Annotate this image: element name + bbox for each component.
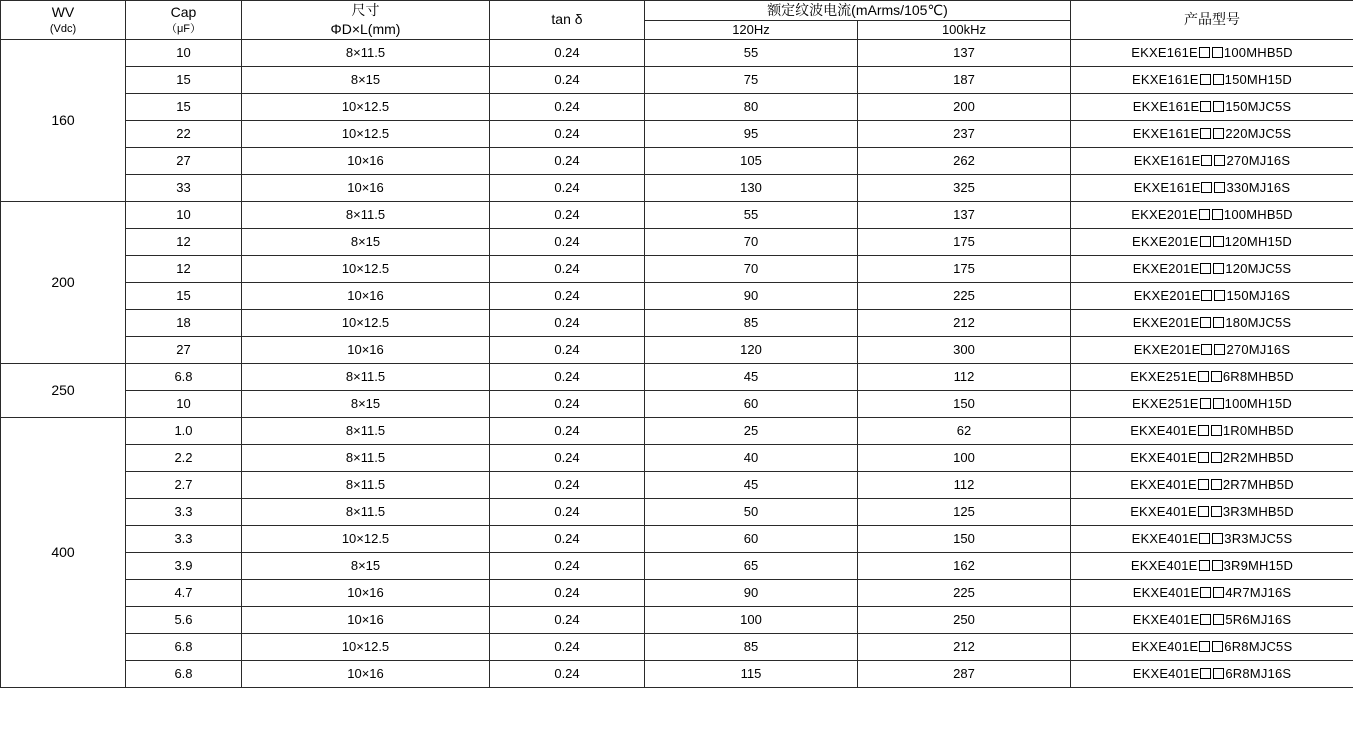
capacitance-cell: 10 (126, 201, 242, 228)
ripple-120hz-cell: 40 (645, 444, 858, 471)
placeholder-box-icon (1211, 479, 1222, 490)
placeholder-box-icon (1211, 371, 1222, 382)
capacitance-cell: 6.8 (126, 363, 242, 390)
size-cell: 10×16 (242, 147, 490, 174)
part-number-prefix: EKXE201E (1131, 207, 1198, 222)
tan-delta-cell: 0.24 (490, 309, 645, 336)
tan-delta-cell: 0.24 (490, 660, 645, 687)
capacitance-cell: 3.3 (126, 498, 242, 525)
placeholder-box-icon (1201, 290, 1212, 301)
tan-delta-cell: 0.24 (490, 525, 645, 552)
capacitance-cell: 3.9 (126, 552, 242, 579)
part-number-prefix: EKXE201E (1131, 234, 1199, 249)
ripple-100khz-cell: 200 (858, 93, 1071, 120)
ripple-120hz-cell: 95 (645, 120, 858, 147)
part-number-prefix: EKXE161E (1131, 72, 1199, 87)
placeholder-box-icon (1200, 587, 1211, 598)
ripple-100khz-cell: 62 (858, 417, 1071, 444)
ripple-120hz-cell: 55 (645, 39, 858, 66)
table-row (1, 498, 1353, 525)
header-tan-delta: tan δ (490, 1, 645, 40)
placeholder-box-icon (1200, 263, 1211, 274)
part-number-prefix: EKXE251E (1131, 396, 1199, 411)
size-cell: 10×16 (242, 579, 490, 606)
ripple-120hz-cell: 115 (645, 660, 858, 687)
header-size (242, 1, 490, 40)
part-number-suffix: 150MJ16S (1226, 288, 1291, 303)
part-number-cell (1071, 39, 1353, 66)
part-number-prefix: EKXE401E (1130, 450, 1197, 465)
placeholder-box-icon (1200, 317, 1211, 328)
placeholder-box-icon (1213, 101, 1224, 112)
placeholder-box-icon (1201, 344, 1212, 355)
header-cap (126, 1, 242, 40)
part-number-cell (1071, 201, 1353, 228)
placeholder-box-icon (1213, 263, 1224, 274)
table-row (1, 174, 1353, 201)
part-number-cell (1071, 525, 1353, 552)
placeholder-box-icon (1212, 47, 1223, 58)
capacitance-cell: 33 (126, 174, 242, 201)
placeholder-box-icon (1201, 155, 1212, 166)
header-size-label: 尺寸 (351, 2, 380, 18)
placeholder-box-icon (1212, 533, 1223, 544)
part-number-cell (1071, 93, 1353, 120)
tan-delta-cell: 0.24 (490, 228, 645, 255)
capacitance-cell: 3.3 (126, 525, 242, 552)
placeholder-box-icon (1198, 479, 1209, 490)
size-cell: 8×15 (242, 228, 490, 255)
part-number-suffix: 6R8MJ16S (1225, 666, 1292, 681)
part-number-cell (1071, 633, 1353, 660)
part-number-suffix: 5R6MJ16S (1225, 612, 1292, 627)
ripple-100khz-cell: 150 (858, 390, 1071, 417)
size-cell: 8×11.5 (242, 444, 490, 471)
part-number-prefix: EKXE401E (1131, 531, 1199, 546)
part-number-cell (1071, 282, 1353, 309)
part-number-prefix: EKXE161E (1132, 99, 1200, 114)
capacitance-cell: 4.7 (126, 579, 242, 606)
part-number-cell (1071, 147, 1353, 174)
part-number-suffix: 6R8MJC5S (1224, 639, 1293, 654)
placeholder-box-icon (1199, 47, 1210, 58)
part-number-suffix: 270MJ16S (1226, 342, 1291, 357)
header-cap-unit: （μF） (165, 22, 202, 35)
part-number-prefix: EKXE161E (1133, 180, 1201, 195)
capacitance-cell: 15 (126, 66, 242, 93)
placeholder-box-icon (1198, 506, 1209, 517)
tan-delta-cell: 0.24 (490, 363, 645, 390)
placeholder-box-icon (1199, 209, 1210, 220)
part-number-suffix: 100MHB5D (1223, 207, 1293, 222)
part-number-suffix: 220MJC5S (1225, 126, 1292, 141)
table-row (1, 93, 1353, 120)
part-number-suffix: 2R7MHB5D (1222, 477, 1294, 492)
size-cell: 10×16 (242, 336, 490, 363)
header-wv-unit: (Vdc) (49, 22, 77, 35)
part-number-suffix: 100MHB5D (1223, 45, 1293, 60)
placeholder-box-icon (1198, 425, 1209, 436)
size-cell: 10×12.5 (242, 120, 490, 147)
part-number-cell (1071, 228, 1353, 255)
placeholder-box-icon (1200, 668, 1211, 679)
voltage-group-cell: 200 (1, 201, 126, 363)
tan-delta-cell: 0.24 (490, 498, 645, 525)
header-cap-label: Cap (170, 4, 197, 21)
table-row (1, 552, 1353, 579)
header-wv (1, 1, 126, 40)
table-row (1, 633, 1353, 660)
ripple-100khz-cell: 112 (858, 471, 1071, 498)
part-number-prefix: EKXE401E (1132, 612, 1200, 627)
size-cell: 8×11.5 (242, 471, 490, 498)
table-row (1, 660, 1353, 687)
ripple-120hz-cell: 45 (645, 471, 858, 498)
table-row (1, 282, 1353, 309)
size-cell: 10×12.5 (242, 255, 490, 282)
capacitance-cell: 22 (126, 120, 242, 147)
ripple-100khz-cell: 175 (858, 255, 1071, 282)
ripple-100khz-cell: 137 (858, 39, 1071, 66)
table-row (1, 309, 1353, 336)
ripple-100khz-cell: 325 (858, 174, 1071, 201)
size-cell: 8×11.5 (242, 417, 490, 444)
table-row (1, 228, 1353, 255)
part-number-prefix: EKXE161E (1132, 126, 1200, 141)
part-number-cell (1071, 606, 1353, 633)
ripple-100khz-cell: 250 (858, 606, 1071, 633)
tan-delta-cell: 0.24 (490, 336, 645, 363)
tan-delta-cell: 0.24 (490, 120, 645, 147)
tan-delta-cell: 0.24 (490, 606, 645, 633)
part-number-suffix: 150MH15D (1224, 72, 1292, 87)
ripple-100khz-cell: 212 (858, 633, 1071, 660)
placeholder-box-icon (1200, 101, 1211, 112)
ripple-120hz-cell: 55 (645, 201, 858, 228)
ripple-100khz-cell: 237 (858, 120, 1071, 147)
ripple-100khz-cell: 262 (858, 147, 1071, 174)
header-freq-100khz: 100kHz (858, 21, 1071, 40)
table-row (1, 147, 1353, 174)
size-cell: 10×12.5 (242, 633, 490, 660)
ripple-120hz-cell: 90 (645, 282, 858, 309)
size-cell: 8×15 (242, 390, 490, 417)
part-number-cell (1071, 390, 1353, 417)
ripple-100khz-cell: 112 (858, 363, 1071, 390)
table-header (1, 1, 1353, 40)
ripple-100khz-cell: 162 (858, 552, 1071, 579)
ripple-120hz-cell: 85 (645, 633, 858, 660)
ripple-100khz-cell: 150 (858, 525, 1071, 552)
part-number-cell (1071, 579, 1353, 606)
part-number-cell (1071, 120, 1353, 147)
part-number-prefix: EKXE401E (1130, 477, 1197, 492)
capacitance-cell: 2.7 (126, 471, 242, 498)
ripple-120hz-cell: 25 (645, 417, 858, 444)
tan-delta-cell: 0.24 (490, 417, 645, 444)
size-cell: 8×11.5 (242, 201, 490, 228)
header-ripple-current: 额定纹波电流(mArms/105℃) (645, 1, 1071, 21)
part-number-cell (1071, 363, 1353, 390)
ripple-100khz-cell: 300 (858, 336, 1071, 363)
placeholder-box-icon (1214, 290, 1225, 301)
capacitance-cell: 10 (126, 39, 242, 66)
part-number-cell (1071, 660, 1353, 687)
placeholder-box-icon (1211, 506, 1222, 517)
voltage-group-cell: 400 (1, 417, 126, 687)
placeholder-box-icon (1199, 641, 1210, 652)
ripple-100khz-cell: 225 (858, 579, 1071, 606)
capacitance-cell: 27 (126, 147, 242, 174)
placeholder-box-icon (1213, 128, 1224, 139)
ripple-120hz-cell: 65 (645, 552, 858, 579)
ripple-120hz-cell: 120 (645, 336, 858, 363)
part-number-suffix: 120MH15D (1224, 234, 1292, 249)
part-number-cell (1071, 309, 1353, 336)
size-cell: 10×12.5 (242, 93, 490, 120)
ripple-100khz-cell: 212 (858, 309, 1071, 336)
part-number-prefix: EKXE161E (1131, 45, 1198, 60)
placeholder-box-icon (1211, 425, 1222, 436)
placeholder-box-icon (1200, 74, 1211, 85)
capacitance-cell: 27 (126, 336, 242, 363)
tan-delta-cell: 0.24 (490, 390, 645, 417)
ripple-120hz-cell: 85 (645, 309, 858, 336)
size-cell: 8×11.5 (242, 498, 490, 525)
tan-delta-cell: 0.24 (490, 471, 645, 498)
header-wv-label: WV (51, 4, 75, 21)
part-number-prefix: EKXE401E (1132, 585, 1200, 600)
part-number-cell (1071, 471, 1353, 498)
header-freq-120hz: 120Hz (645, 21, 858, 40)
part-number-cell (1071, 444, 1353, 471)
table-row (1, 120, 1353, 147)
placeholder-box-icon (1199, 533, 1210, 544)
capacitance-cell: 6.8 (126, 633, 242, 660)
ripple-120hz-cell: 130 (645, 174, 858, 201)
part-number-suffix: 120MJC5S (1225, 261, 1292, 276)
tan-delta-cell: 0.24 (490, 66, 645, 93)
table-row (1, 39, 1353, 66)
part-number-suffix: 1R0MHB5D (1222, 423, 1294, 438)
placeholder-box-icon (1213, 614, 1224, 625)
placeholder-box-icon (1198, 371, 1209, 382)
part-number-prefix: EKXE201E (1132, 315, 1200, 330)
table-body (1, 39, 1353, 687)
placeholder-box-icon (1213, 398, 1224, 409)
part-number-cell (1071, 66, 1353, 93)
part-number-suffix: 3R9MH15D (1223, 558, 1294, 573)
capacitance-cell: 15 (126, 282, 242, 309)
size-cell: 10×12.5 (242, 309, 490, 336)
ripple-100khz-cell: 187 (858, 66, 1071, 93)
ripple-120hz-cell: 105 (645, 147, 858, 174)
capacitance-cell: 1.0 (126, 417, 242, 444)
placeholder-box-icon (1212, 641, 1223, 652)
part-number-suffix: 100MH15D (1224, 396, 1292, 411)
tan-delta-cell: 0.24 (490, 282, 645, 309)
table-row (1, 201, 1353, 228)
capacitance-cell: 12 (126, 255, 242, 282)
ripple-120hz-cell: 75 (645, 66, 858, 93)
ripple-100khz-cell: 125 (858, 498, 1071, 525)
table-row (1, 255, 1353, 282)
placeholder-box-icon (1200, 236, 1211, 247)
part-number-suffix: 4R7MJ16S (1225, 585, 1292, 600)
ripple-120hz-cell: 70 (645, 228, 858, 255)
table-row (1, 444, 1353, 471)
part-number-suffix: 2R2MHB5D (1222, 450, 1294, 465)
header-part-number: 产品型号 (1071, 1, 1353, 40)
placeholder-box-icon (1212, 560, 1223, 571)
part-number-suffix: 3R3MHB5D (1222, 504, 1294, 519)
size-cell: 10×16 (242, 174, 490, 201)
tan-delta-cell: 0.24 (490, 174, 645, 201)
size-cell: 10×16 (242, 282, 490, 309)
placeholder-box-icon (1200, 614, 1211, 625)
placeholder-box-icon (1213, 317, 1224, 328)
ripple-100khz-cell: 175 (858, 228, 1071, 255)
tan-delta-cell: 0.24 (490, 255, 645, 282)
part-number-prefix: EKXE401E (1130, 423, 1197, 438)
capacitance-cell: 10 (126, 390, 242, 417)
table-row (1, 579, 1353, 606)
placeholder-box-icon (1200, 398, 1211, 409)
table-row (1, 363, 1353, 390)
voltage-group-cell: 160 (1, 39, 126, 201)
placeholder-box-icon (1213, 236, 1224, 247)
part-number-cell (1071, 255, 1353, 282)
size-cell: 8×15 (242, 552, 490, 579)
part-number-cell (1071, 417, 1353, 444)
placeholder-box-icon (1211, 452, 1222, 463)
part-number-suffix: 330MJ16S (1226, 180, 1291, 195)
ripple-120hz-cell: 60 (645, 390, 858, 417)
table-row (1, 66, 1353, 93)
size-cell: 8×15 (242, 66, 490, 93)
placeholder-box-icon (1212, 209, 1223, 220)
part-number-prefix: EKXE201E (1133, 342, 1201, 357)
table-row (1, 525, 1353, 552)
table-row (1, 606, 1353, 633)
size-cell: 10×16 (242, 606, 490, 633)
tan-delta-cell: 0.24 (490, 444, 645, 471)
placeholder-box-icon (1200, 128, 1211, 139)
ripple-120hz-cell: 90 (645, 579, 858, 606)
table-row (1, 336, 1353, 363)
part-number-suffix: 3R3MJC5S (1224, 531, 1293, 546)
part-number-prefix: EKXE251E (1130, 369, 1197, 384)
ripple-100khz-cell: 225 (858, 282, 1071, 309)
ripple-120hz-cell: 70 (645, 255, 858, 282)
placeholder-box-icon (1213, 668, 1224, 679)
placeholder-box-icon (1198, 452, 1209, 463)
part-number-prefix: EKXE401E (1131, 639, 1199, 654)
ripple-100khz-cell: 100 (858, 444, 1071, 471)
part-number-prefix: EKXE201E (1132, 261, 1200, 276)
size-cell: 8×11.5 (242, 39, 490, 66)
part-number-cell (1071, 498, 1353, 525)
capacitance-cell: 2.2 (126, 444, 242, 471)
tan-delta-cell: 0.24 (490, 147, 645, 174)
placeholder-box-icon (1201, 182, 1212, 193)
part-number-suffix: 180MJC5S (1225, 315, 1292, 330)
placeholder-box-icon (1199, 560, 1210, 571)
ripple-100khz-cell: 287 (858, 660, 1071, 687)
table-row (1, 471, 1353, 498)
voltage-group-cell: 250 (1, 363, 126, 417)
placeholder-box-icon (1214, 344, 1225, 355)
part-number-suffix: 150MJC5S (1225, 99, 1292, 114)
tan-delta-cell: 0.24 (490, 39, 645, 66)
part-number-suffix: 270MJ16S (1226, 153, 1291, 168)
part-number-prefix: EKXE401E (1130, 558, 1198, 573)
capacitance-cell: 12 (126, 228, 242, 255)
header-size-unit: ΦD×L(mm) (330, 20, 401, 37)
size-cell: 10×16 (242, 660, 490, 687)
part-number-cell (1071, 174, 1353, 201)
size-cell: 10×12.5 (242, 525, 490, 552)
tan-delta-cell: 0.24 (490, 633, 645, 660)
tan-delta-cell: 0.24 (490, 201, 645, 228)
placeholder-box-icon (1214, 182, 1225, 193)
capacitance-cell: 15 (126, 93, 242, 120)
ripple-100khz-cell: 137 (858, 201, 1071, 228)
part-number-prefix: EKXE201E (1133, 288, 1201, 303)
ripple-120hz-cell: 80 (645, 93, 858, 120)
capacitance-cell: 18 (126, 309, 242, 336)
ripple-120hz-cell: 100 (645, 606, 858, 633)
part-number-suffix: 6R8MHB5D (1222, 369, 1294, 384)
part-number-prefix: EKXE401E (1132, 666, 1200, 681)
tan-delta-cell: 0.24 (490, 579, 645, 606)
capacitance-cell: 5.6 (126, 606, 242, 633)
capacitance-cell: 6.8 (126, 660, 242, 687)
table-row (1, 417, 1353, 444)
tan-delta-cell: 0.24 (490, 552, 645, 579)
part-number-cell (1071, 336, 1353, 363)
part-number-cell (1071, 552, 1353, 579)
table-row (1, 390, 1353, 417)
placeholder-box-icon (1213, 587, 1224, 598)
ripple-120hz-cell: 50 (645, 498, 858, 525)
ripple-120hz-cell: 45 (645, 363, 858, 390)
part-number-prefix: EKXE161E (1133, 153, 1201, 168)
ripple-120hz-cell: 60 (645, 525, 858, 552)
placeholder-box-icon (1214, 155, 1225, 166)
placeholder-box-icon (1213, 74, 1224, 85)
size-cell: 8×11.5 (242, 363, 490, 390)
tan-delta-cell: 0.24 (490, 93, 645, 120)
part-number-prefix: EKXE401E (1130, 504, 1197, 519)
